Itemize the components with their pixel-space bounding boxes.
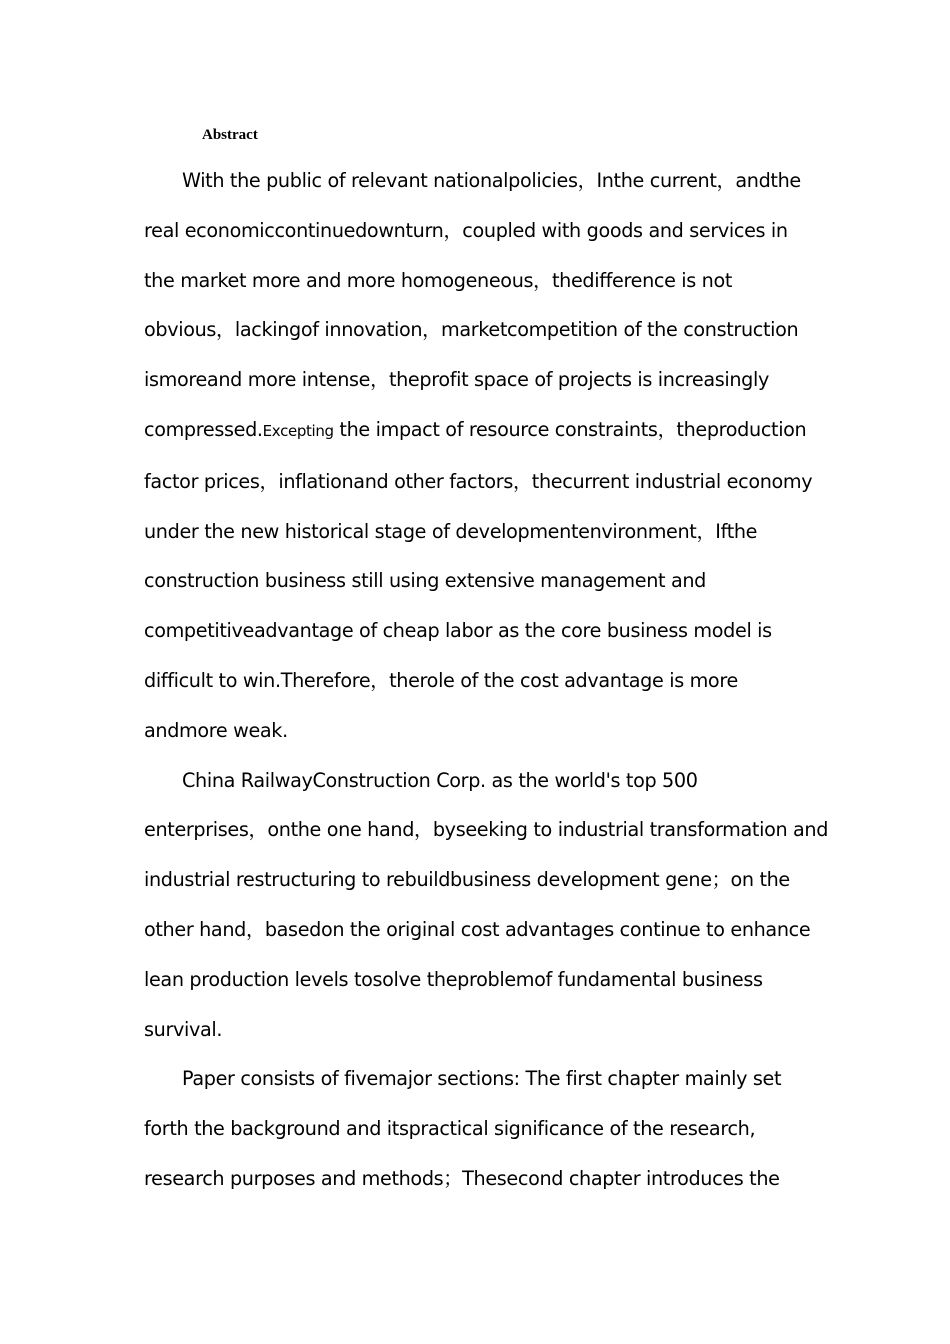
paragraph-1 (144, 156, 814, 756)
text-line: lean production levels tosolve theproblemof fundamental business (144, 967, 763, 991)
text-line: forth the background and itspractical significance of the research, (144, 1117, 756, 1141)
text-line (106, 405, 814, 457)
text-line: China RailwayConstruction Corp. as the world's top 500 (182, 768, 698, 792)
text-line: Paper consists of fivemajor sections: The first chapter mainly set (182, 1067, 782, 1091)
paragraph-3 (144, 1054, 814, 1203)
text-line: the market more and more homogeneous，thedifference is not (144, 268, 733, 292)
text-line: ismoreand more intense，theprofit space of projects is increasingly (144, 368, 770, 392)
text-line: other hand，basedon the original cost advantages continue to enhance (144, 917, 811, 941)
text-line: obvious，lackingof innovation，marketcompetition of the construction (144, 318, 799, 342)
text-line: enterprises，onthe one hand，byseeking to industrial transformation and (144, 818, 829, 842)
text-line: With the public of relevant nationalpolicies，Inthe current，andthe (182, 169, 801, 192)
text-line: survival. (144, 1017, 223, 1041)
text-line: difficult to win.Therefore，therole of the cost advantage is more (144, 668, 738, 692)
small-text-segment: Excepting (262, 421, 334, 440)
text-line: competitiveadvantage of cheap labor as the core business model is (144, 619, 772, 643)
abstract-body (144, 156, 829, 1204)
text-line: research purposes and methods；Thesecond chapter introduces the (144, 1166, 780, 1190)
text-line: real economiccontinuedownturn，coupled with goods and services in (144, 218, 788, 242)
text-line: construction business still using extensive management and (144, 569, 707, 593)
text-line: industrial restructuring to rebuildbusiness development gene；on the (144, 868, 790, 892)
paragraph-2 (144, 756, 829, 1055)
abstract-heading: Abstract (202, 127, 258, 143)
text-segment: the impact of resource constraints，theproduction (333, 417, 807, 441)
text-line: factor prices，inflationand other factors，thecurrent industrial economy (144, 469, 813, 493)
text-segment: compressed. (144, 417, 263, 441)
text-line: andmore weak. (144, 718, 288, 742)
text-line: under the new historical stage of developmentenvironment，Ifthe (144, 519, 758, 543)
